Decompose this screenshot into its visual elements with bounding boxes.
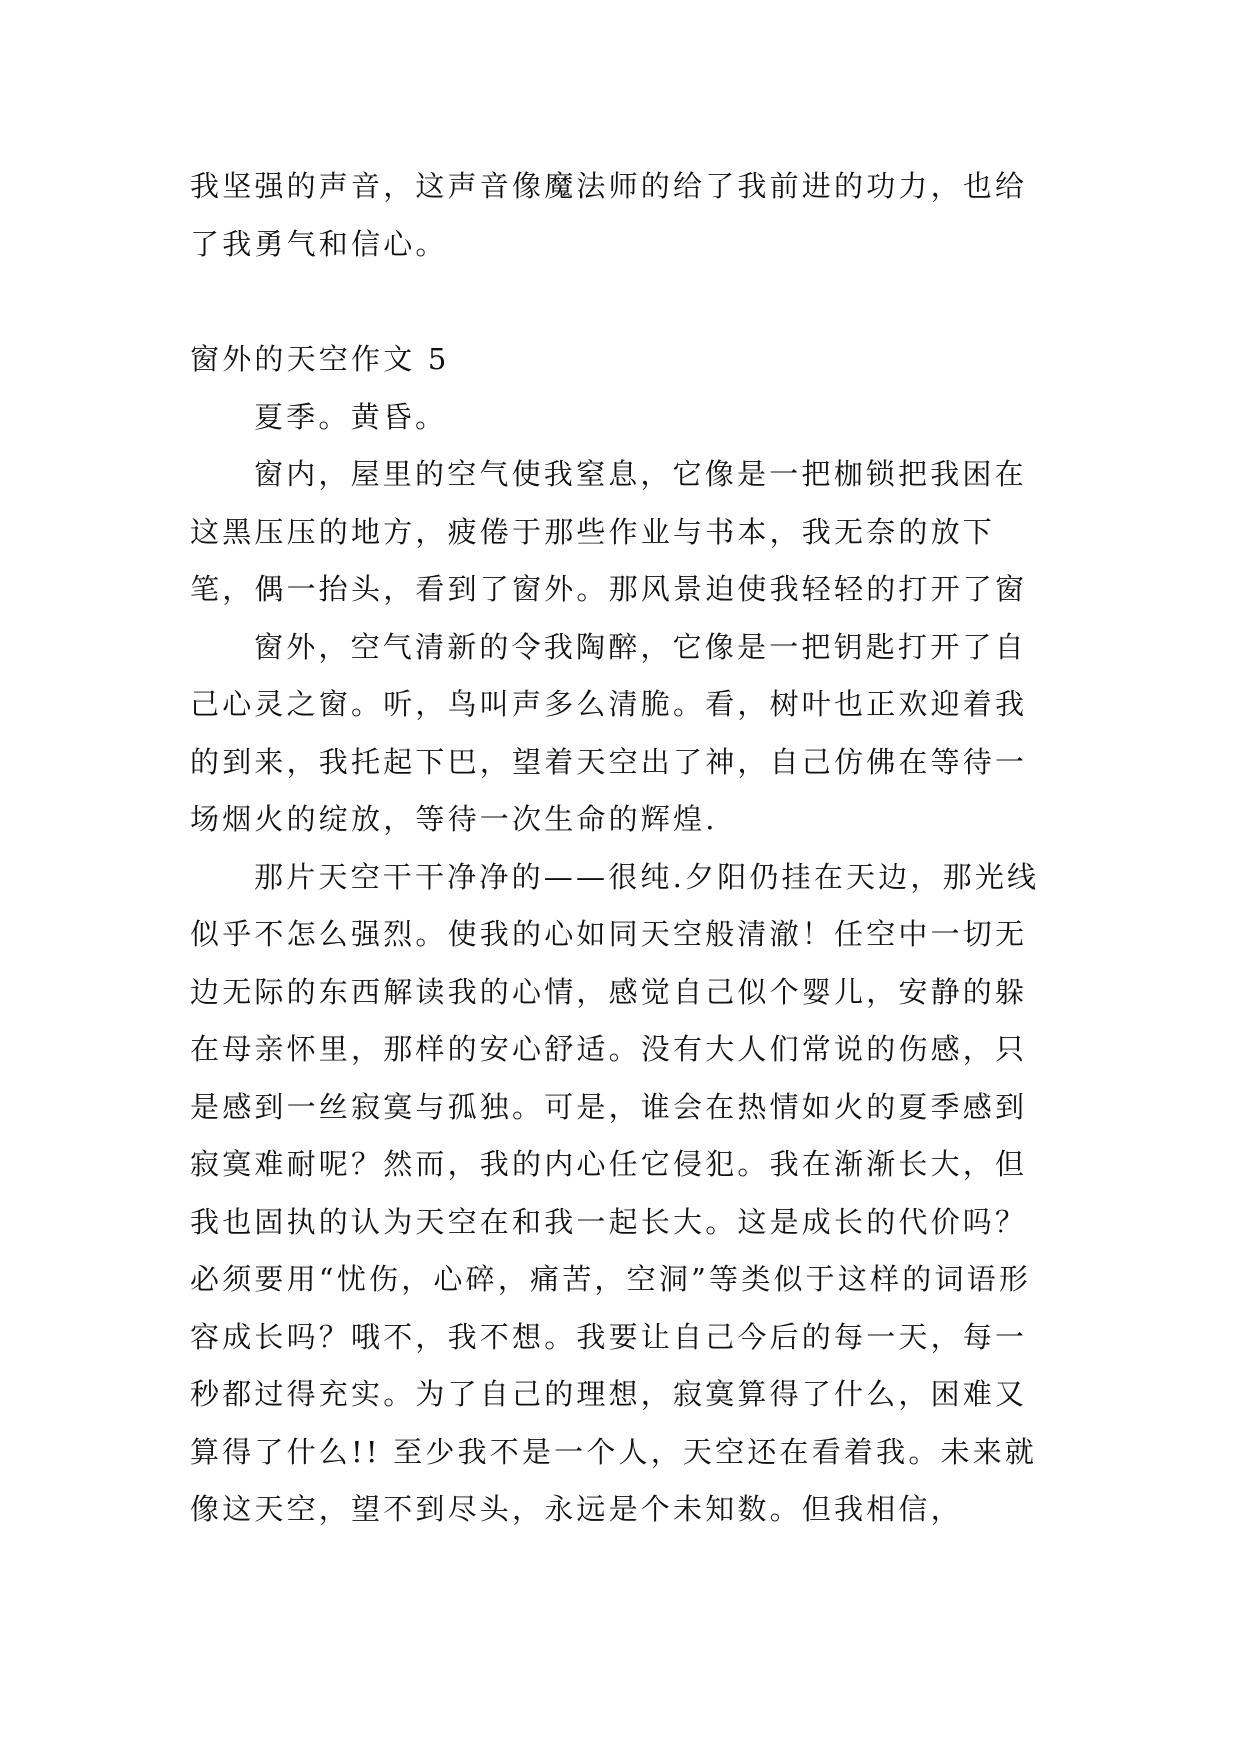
paragraph-inside-window: 窗内，屋里的空气使我窒息，它像是一把枷锁把我困在这黑压压的地方，疲倦于那些作业与书本，我无奈的放下笔，偶一抬头，看到了窗外。那风景迫使我轻轻的打开了窗 xyxy=(190,457,1028,606)
intro-paragraph: 我坚强的声音，这声音像魔法师的给了我前进的功力，也给了我勇气和信心。 xyxy=(190,169,1028,261)
document-body xyxy=(190,158,1050,1539)
section-title: 窗外的天空作文 5 xyxy=(190,342,450,376)
section-spacer xyxy=(190,273,1050,331)
paragraph-sky: 那片天空干干净净的——很纯.夕阳仍挂在天边，那光线似乎不怎么强烈。使我的心如同天空般清澈！任空中一切无边无际的东西解读我的心情，感觉自己似个婴儿，安静的躲在母亲怀里，那样的安心舒适。没有大人们常说的伤感，只是感到一丝寂寞与孤独。可是，谁会在热情如火的夏季感到寂寞难耐呢？然而，我的内心任它侵犯。我在渐渐长大，但我也固执的认为天空在和我一起长大。这是成长的代价吗？必须要用“忧伤，心碎，痛苦，空洞”等类似于这样的词语形容成长吗？哦不，我不想。我要让自己今后的每一天，每一秒都过得充实。为了自己的理想，寂寞算得了什么，困难又算得了什么!! 至少我不是一个人，天空还在看着我。未来就像这天空，望不到尽头，永远是个未知数。但我相信， xyxy=(190,859,1040,1526)
paragraph-outside-window: 窗外，空气清新的令我陶醉，它像是一把钥匙打开了自己心灵之窗。听，鸟叫声多么清脆。看，树叶也正欢迎着我的到来，我托起下巴，望着天空出了神，自己仿佛在等待一场烟火的绽放，等待一次生命的辉煌. xyxy=(190,629,1028,836)
paragraph-time: 夏季。黄昏。 xyxy=(254,399,448,434)
